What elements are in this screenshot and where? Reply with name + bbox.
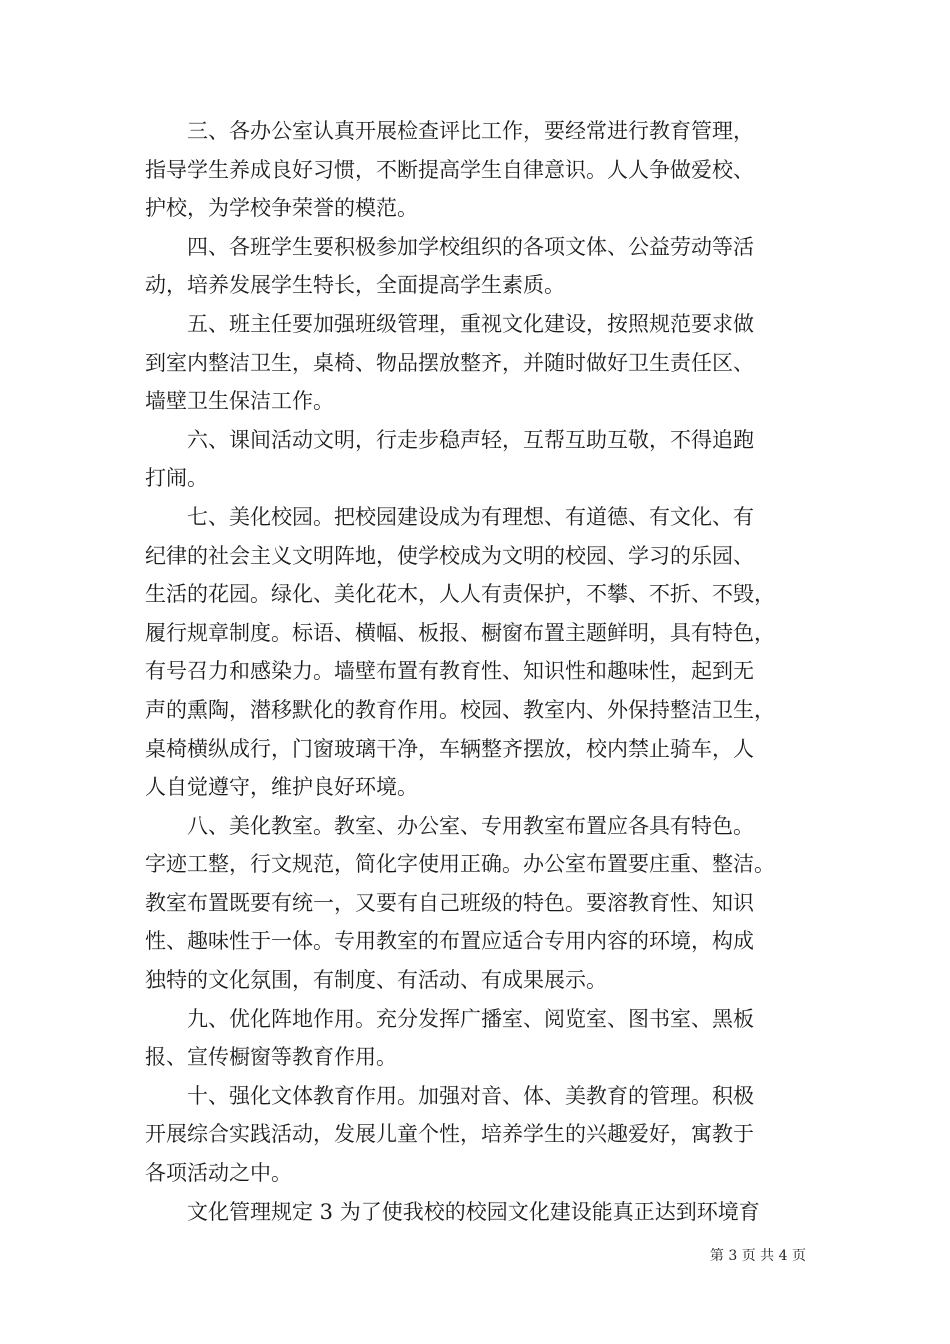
paragraph-line: 桌椅横纵成行，门窗玻璃干净，车辆整齐摆放，校内禁止骑车，人 [145, 736, 754, 761]
document-body [145, 112, 805, 1231]
paragraph-first-line: 四、各班学生要积极参加学校组织的各项文体、公益劳动等活 [187, 234, 754, 259]
paragraph-line: 墙壁卫生保洁工作。 [145, 389, 334, 414]
paragraph-line: 有号召力和感染力。墙壁布置有教育性、知识性和趣味性，起到无 [145, 659, 754, 684]
paragraph-first-line: 九、优化阵地作用。充分发挥广播室、阅览室、图书室、黑板 [187, 1006, 754, 1031]
paragraph-first-line: 六、课间活动文明，行走步稳声轻，互帮互助互敬，不得追跑 [187, 427, 754, 452]
paragraph-first-line: 七、美化校园。把校园建设成为有理想、有道德、有文化、有 [187, 504, 754, 529]
paragraph-line: 生活的花园。绿化、美化花木，人人有责保护，不攀、不折、不毁， [145, 582, 775, 607]
paragraph-line: 动，培养发展学生特长，全面提高学生素质。 [145, 273, 565, 298]
paragraph-line: 开展综合实践活动，发展儿童个性，培养学生的兴趣爱好，寓教于 [145, 1122, 754, 1147]
paragraph-line: 到室内整洁卫生，桌椅、物品摆放整齐，并随时做好卫生责任区、 [145, 350, 754, 375]
paragraph-line: 各项活动之中。 [145, 1161, 292, 1186]
paragraph-line: 指导学生养成良好习惯，不断提高学生自律意识。人人争做爱校、 [145, 157, 754, 182]
paragraph-line: 声的熏陶，潜移默化的教育作用。校园、教室内、外保持整洁卫生， [145, 697, 775, 722]
paragraph-line: 履行规章制度。标语、横幅、板报、橱窗布置主题鲜明，具有特色， [145, 620, 775, 645]
paragraph-first-line: 八、美化教室。教室、办公室、专用教室布置应各具有特色。 [187, 813, 754, 838]
paragraph-line: 报、宣传橱窗等教育作用。 [145, 1045, 397, 1070]
paragraph-line: 性、趣味性于一体。专用教室的布置应适合专用内容的环境，构成 [145, 929, 754, 954]
paragraph-first-line: 文化管理规定 3 为了使我校的校园文化建设能真正达到环境育 [187, 1199, 760, 1224]
paragraph-line: 教室布置既要有统一，又要有自己班级的特色。要溶教育性、知识 [145, 890, 754, 915]
paragraph-line: 护校，为学校争荣誉的模范。 [145, 196, 418, 221]
paragraph-first-line: 五、班主任要加强班级管理，重视文化建设，按照规范要求做 [187, 311, 754, 336]
paragraph-line: 字迹工整，行文规范，简化字使用正确。办公室布置要庄重、整洁。 [145, 852, 775, 877]
paragraph-line: 纪律的社会主义文明阵地，使学校成为文明的校园、学习的乐园、 [145, 543, 754, 568]
paragraph-line: 打闹。 [145, 466, 208, 491]
page-number: 第 3 页 共 4 页 [709, 1248, 806, 1264]
paragraph-line: 人自觉遵守，维护良好环境。 [145, 775, 418, 800]
paragraph-first-line: 十、强化文体教育作用。加强对音、体、美教育的管理。积极 [187, 1083, 754, 1108]
paragraph-first-line: 三、各办公室认真开展检查评比工作，要经常进行教育管理， [187, 119, 754, 143]
paragraph-line: 独特的文化氛围，有制度、有活动、有成果展示。 [145, 968, 607, 993]
